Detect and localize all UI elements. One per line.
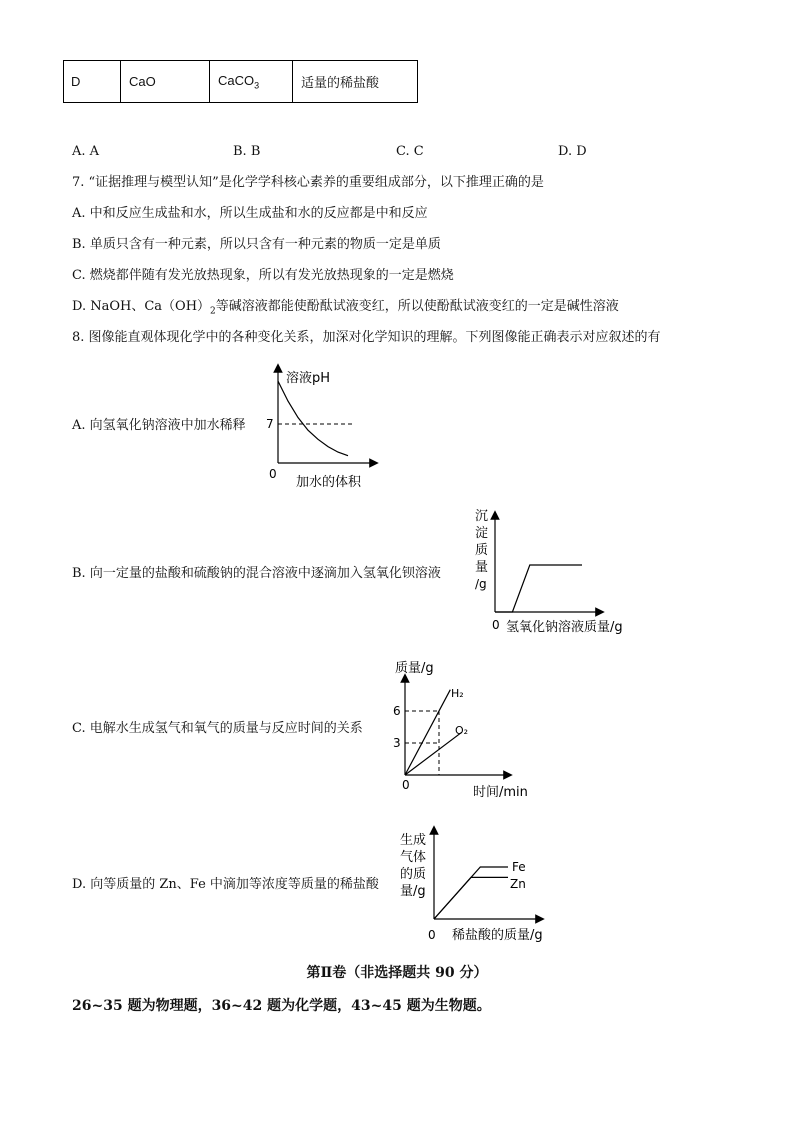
table-cell: CaCO$_3$ bbox=[210, 61, 293, 103]
choice-b: B. B bbox=[233, 144, 261, 159]
y-axis-label-line: 质 bbox=[475, 543, 489, 558]
series-line bbox=[278, 381, 348, 456]
series-line-o2 bbox=[405, 732, 462, 775]
q8-stem: 8. 图像能直观体现化学中的各种变化关系，加深对化学知识的理解。下列图像能正确表示对应叙述的有 bbox=[72, 330, 661, 345]
y-axis-label-line: 沉 bbox=[475, 509, 489, 524]
chart-d bbox=[398, 822, 563, 947]
legend-label-fe: Fe bbox=[512, 860, 526, 874]
q8-option-b: B. 向一定量的盐酸和硫酸钠的混合溶液中逐滴加入氢氧化钡溶液 bbox=[72, 566, 441, 581]
q7-option-a: A. 中和反应生成盐和水，所以生成盐和水的反应都是中和反应 bbox=[72, 206, 428, 221]
q8-option-c: C. 电解水生成氢气和氧气的质量与反应时间的关系 bbox=[72, 721, 363, 736]
series-line-zn bbox=[434, 877, 508, 919]
series-line-h2 bbox=[405, 690, 450, 775]
table-cell: D bbox=[64, 61, 121, 103]
chart-c bbox=[390, 658, 540, 803]
chart-a bbox=[262, 362, 382, 492]
origin-label: 0 bbox=[402, 778, 410, 792]
y-tick-label: 6 bbox=[393, 704, 401, 718]
origin-label: 0 bbox=[428, 928, 436, 942]
choice-c: C. C bbox=[396, 144, 424, 159]
y-axis-label-line: 量 bbox=[475, 560, 489, 575]
legend-label-o2: O₂ bbox=[455, 724, 469, 737]
y-axis-label-line: 量/g bbox=[400, 884, 426, 899]
table-cell: 适量的稀盐酸 bbox=[293, 61, 418, 103]
section-note: 26~35 题为物理题，36~42 题为化学题，43~45 题为生物题。 bbox=[72, 998, 491, 1014]
y-axis-label-line: /g bbox=[475, 577, 487, 591]
q7-option-b: B. 单质只含有一种元素，所以只含有一种元素的物质一定是单质 bbox=[72, 237, 441, 252]
y-axis-label: 质量/g bbox=[395, 661, 434, 676]
q8-option-a: A. 向氢氧化钠溶液中加水稀释 bbox=[72, 418, 246, 433]
x-axis-label: 加水的体积 bbox=[296, 475, 362, 490]
series-line bbox=[495, 565, 582, 612]
choice-d: D. D bbox=[558, 144, 587, 159]
q7-stem: 7. “证据推理与模型认知”是化学学科核心素养的重要组成部分，以下推理正确的是 bbox=[72, 175, 544, 190]
y-axis-label-line: 气体 bbox=[400, 850, 427, 865]
table-row bbox=[64, 61, 418, 103]
q7-option-d: D. NaOH、$Ca(OH)_2$等碱溶液都能使酚酞试液变红，所以使酚酞试液变红的一定是碱性溶液 bbox=[72, 299, 619, 317]
origin-label: 0 bbox=[269, 467, 277, 481]
table-cell: CaO bbox=[121, 61, 210, 103]
chart-b bbox=[470, 505, 650, 640]
origin-label: 0 bbox=[492, 618, 500, 632]
x-axis-label: 稀盐酸的质量/g bbox=[452, 928, 543, 943]
y-tick-label: 3 bbox=[393, 736, 401, 750]
y-axis-label-line: 生成 bbox=[400, 833, 427, 848]
y-tick-label: 7 bbox=[266, 417, 274, 431]
q7-option-c: C. 燃烧都伴随有发光放热现象，所以有发光放热现象的一定是燃烧 bbox=[72, 268, 454, 283]
x-axis-label: 时间/min bbox=[473, 785, 528, 800]
series-line-fe bbox=[434, 867, 508, 919]
option-table bbox=[63, 60, 418, 103]
section-title: 第Ⅱ卷（非选择题共 90 分） bbox=[306, 965, 488, 981]
y-axis-label-line: 淀 bbox=[475, 526, 489, 541]
q8-option-d: D. 向等质量的 Zn、Fe 中滴加等浓度等质量的稀盐酸 bbox=[72, 877, 379, 892]
legend-label-zn: Zn bbox=[510, 877, 526, 891]
y-axis-label: 溶液pH bbox=[286, 371, 331, 386]
legend-label-h2: H₂ bbox=[451, 687, 464, 700]
y-axis-label-line: 的质 bbox=[400, 867, 427, 882]
choice-a: A. A bbox=[72, 144, 100, 159]
x-axis-label: 氢氧化钠溶液质量/g bbox=[506, 620, 623, 635]
